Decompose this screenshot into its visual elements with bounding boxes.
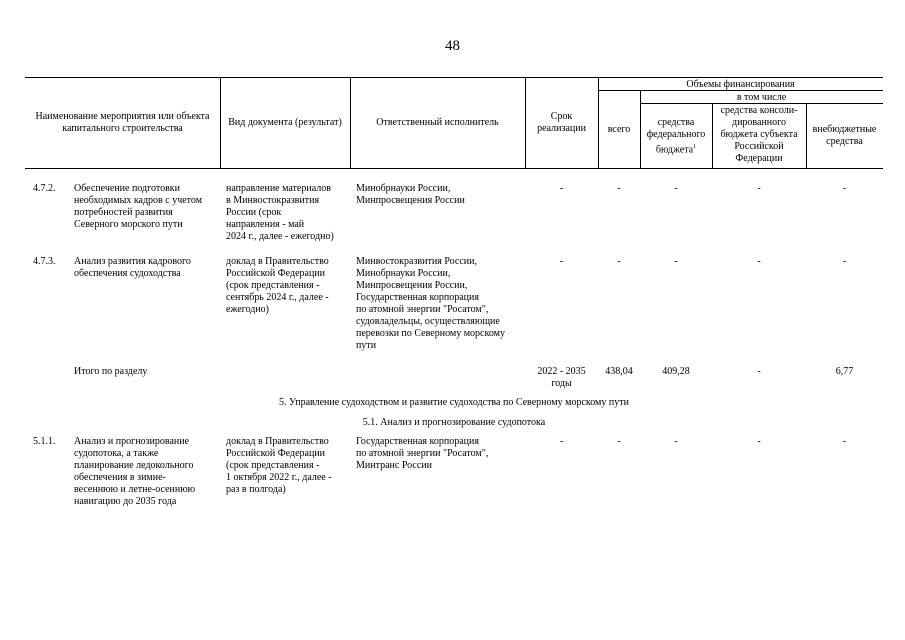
subtotal-label: Итого по разделу bbox=[74, 366, 148, 377]
page-number: 48 bbox=[445, 38, 460, 54]
row-extra: - bbox=[842, 436, 847, 447]
row-federal: - bbox=[674, 183, 678, 194]
subtotal-term: 2022 - 2035 годы bbox=[537, 366, 586, 389]
row-name: Анализ развития кадрового обеспечения судоходства bbox=[74, 256, 191, 279]
row-federal: - bbox=[674, 436, 678, 447]
row-total: - bbox=[617, 183, 621, 194]
row-extra: - bbox=[842, 256, 847, 267]
row-federal: - bbox=[674, 256, 678, 267]
row-term: - bbox=[559, 436, 564, 447]
header-federal bbox=[640, 117, 712, 156]
row-responsible: Минобрнауки России, Минпросвещения России bbox=[356, 183, 465, 206]
row-total: - bbox=[617, 256, 621, 267]
subtotal-extra: 6,77 bbox=[835, 366, 854, 377]
header-term: Срок реализации bbox=[537, 111, 586, 134]
header-name: Наименование мероприятия или объекта капитального строительства bbox=[35, 111, 210, 134]
subtotal-federal: 409,28 bbox=[662, 366, 690, 377]
header-including: в том числе bbox=[736, 92, 787, 103]
subtotal-total: 438,04 bbox=[605, 366, 633, 377]
header-consolidated: средства консоли- дированного бюджета субъекта Российской Федерации bbox=[720, 105, 798, 164]
row-total: - bbox=[617, 436, 621, 447]
row-number: 5.1.1. bbox=[33, 436, 56, 447]
header-extra: внебюджетные средства bbox=[812, 124, 877, 147]
row-term: - bbox=[559, 183, 564, 194]
row-extra: - bbox=[842, 183, 847, 194]
row-number: 4.7.3. bbox=[33, 256, 56, 267]
header-bottom-rule bbox=[25, 168, 883, 169]
row-document: доклад в Правительство Российской Федерации (срок представления - сентябрь 2024 г., далее - ежегодно) bbox=[226, 256, 329, 315]
header-federal-label: средства федерального бюджета bbox=[646, 117, 706, 156]
row-term: - bbox=[559, 256, 564, 267]
header-total: всего bbox=[607, 124, 631, 135]
header-responsible: Ответственный исполнитель bbox=[376, 117, 499, 128]
row-document: доклад в Правительство Российской Федерации (срок представления - 1 октября 2022 г., далее - раз в полгода) bbox=[226, 436, 332, 495]
row-number: 4.7.2. bbox=[33, 183, 56, 194]
section-title: 5. Управление судоходством и развитие судоходства по Северному морскому пути bbox=[279, 397, 629, 408]
header-federal-footnote: 1 bbox=[693, 144, 697, 150]
header-doc: Вид документа (результат) bbox=[228, 117, 342, 128]
row-consolidated: - bbox=[757, 256, 761, 267]
row-consolidated: - bbox=[757, 436, 761, 447]
row-name: Анализ и прогнозирование судопотока, а также планирование ледокольного обеспечения в зимне- весеннюю и летне-осеннюю навигацию до 2035 года bbox=[74, 436, 196, 507]
subsection-title: 5.1. Анализ и прогнозирование судопотока bbox=[362, 417, 546, 428]
header-funding: Объемы финансирования bbox=[686, 79, 795, 90]
row-consolidated: - bbox=[757, 183, 761, 194]
row-responsible: Государственная корпорация по атомной энергии "Росатом", Минтранс России bbox=[356, 436, 489, 471]
row-responsible: Минвостокразвития России, Минобрнауки России, Минпросвещения России, Государственная корпорация по атомной энергии "Росатом", судовладельцы, осуществляющие перевозки по Северному морскому пути bbox=[356, 256, 505, 351]
header-top-rule bbox=[25, 77, 883, 78]
row-name: Обеспечение подготовки необходимых кадров с учетом потребностей развития Северного морского пути bbox=[74, 183, 203, 230]
row-document: направление материалов в Минвостокразвития России (срок направления - май 2024 г., далее - ежегодно) bbox=[226, 183, 334, 242]
subtotal-consolidated: - bbox=[757, 366, 761, 377]
